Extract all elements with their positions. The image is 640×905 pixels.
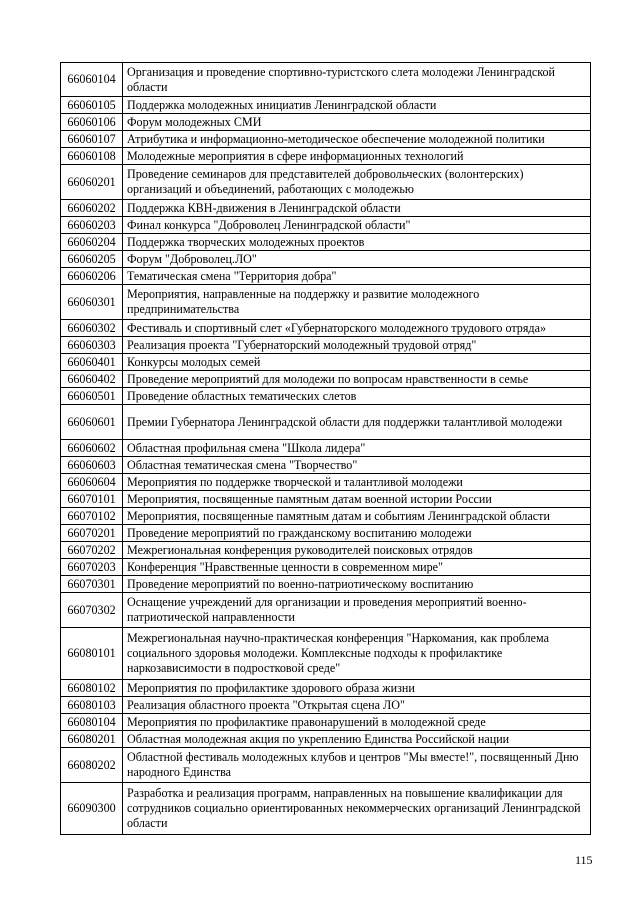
table-row xyxy=(61,165,591,200)
table-body xyxy=(61,63,591,835)
row-code: 66070301 xyxy=(61,576,123,593)
budget-code-table xyxy=(60,62,591,835)
table-row xyxy=(61,440,591,457)
table-row xyxy=(61,714,591,731)
row-code: 66080202 xyxy=(61,748,123,783)
row-code: 66060401 xyxy=(61,354,123,371)
table-row xyxy=(61,525,591,542)
row-description: Оснащение учреждений для организации и проведения мероприятий военно-патриотической направленности xyxy=(123,593,591,628)
row-code: 66060206 xyxy=(61,268,123,285)
table-row xyxy=(61,337,591,354)
row-code: 66060204 xyxy=(61,234,123,251)
row-code: 66070102 xyxy=(61,508,123,525)
row-description: Атрибутика и информационно-методическое обеспечение молодежной политики xyxy=(123,131,591,148)
row-description: Молодежные мероприятия в сфере информационных технологий xyxy=(123,148,591,165)
row-description: Премии Губернатора Ленинградской области для поддержки талантливой молодежи xyxy=(123,405,591,440)
table-row xyxy=(61,491,591,508)
row-code: 66080102 xyxy=(61,680,123,697)
row-description: Организация и проведение спортивно-туристского слета молодежи Ленинградской области xyxy=(123,63,591,97)
row-code: 66060201 xyxy=(61,165,123,200)
row-code: 66070201 xyxy=(61,525,123,542)
row-code: 66060604 xyxy=(61,474,123,491)
table-row xyxy=(61,217,591,234)
table-row xyxy=(61,234,591,251)
row-description: Проведение мероприятий для молодежи по вопросам нравственности в семье xyxy=(123,371,591,388)
row-description: Мероприятия по поддержке творческой и талантливой молодежи xyxy=(123,474,591,491)
table-row xyxy=(61,320,591,337)
row-description: Мероприятия, направленные на поддержку и развитие молодежного предпринимательства xyxy=(123,285,591,320)
row-code: 66060303 xyxy=(61,337,123,354)
table-row xyxy=(61,251,591,268)
row-description: Тематическая смена "Территория добра" xyxy=(123,268,591,285)
row-code: 66060402 xyxy=(61,371,123,388)
row-code: 66080101 xyxy=(61,628,123,680)
table-row xyxy=(61,542,591,559)
table-row xyxy=(61,474,591,491)
row-description: Форум молодежных СМИ xyxy=(123,114,591,131)
row-description: Реализация областного проекта "Открытая сцена ЛО" xyxy=(123,697,591,714)
table-row xyxy=(61,354,591,371)
row-description: Фестиваль и спортивный слет «Губернаторского молодежного трудового отряда» xyxy=(123,320,591,337)
row-description: Областная молодежная акция по укреплению Единства Российской нации xyxy=(123,731,591,748)
table-row xyxy=(61,405,591,440)
row-code: 66060106 xyxy=(61,114,123,131)
row-code: 66060302 xyxy=(61,320,123,337)
table-row xyxy=(61,783,591,835)
row-code: 66060108 xyxy=(61,148,123,165)
table-row xyxy=(61,576,591,593)
row-code: 66060301 xyxy=(61,285,123,320)
table-row xyxy=(61,457,591,474)
table-row xyxy=(61,697,591,714)
table-row xyxy=(61,200,591,217)
row-code: 66060602 xyxy=(61,440,123,457)
row-code: 66060601 xyxy=(61,405,123,440)
row-code: 66060501 xyxy=(61,388,123,405)
row-code: 66060104 xyxy=(61,63,123,97)
row-description: Межрегиональная конференция руководителей поисковых отрядов xyxy=(123,542,591,559)
table-row xyxy=(61,285,591,320)
row-code: 66060603 xyxy=(61,457,123,474)
row-code: 66080201 xyxy=(61,731,123,748)
table-row xyxy=(61,559,591,576)
row-description: Конференция "Нравственные ценности в современном мире" xyxy=(123,559,591,576)
row-description: Областной фестиваль молодежных клубов и центров "Мы вместе!", посвященный Дню народного Единства xyxy=(123,748,591,783)
row-code: 66060205 xyxy=(61,251,123,268)
row-code: 66070202 xyxy=(61,542,123,559)
table-row xyxy=(61,628,591,680)
row-code: 66090300 xyxy=(61,783,123,835)
row-code: 66080103 xyxy=(61,697,123,714)
page-number: 115 xyxy=(575,853,593,867)
table-row xyxy=(61,63,591,97)
row-description: Поддержка творческих молодежных проектов xyxy=(123,234,591,251)
row-code: 66060202 xyxy=(61,200,123,217)
row-description: Разработка и реализация программ, направленных на повышение квалификации для сотрудников социально ориентированных некоммерческих организаций Ленинградской области xyxy=(123,783,591,835)
row-description: Поддержка КВН-движения в Ленинградской области xyxy=(123,200,591,217)
row-description: Форум "Доброволец.ЛО" xyxy=(123,251,591,268)
row-description: Поддержка молодежных инициатив Ленинградской области xyxy=(123,97,591,114)
row-description: Межрегиональная научно-практическая конференция "Наркомания, как проблема социального здоровья молодежи. Комплексные подходы к профилактике наркозависимости в подростковой среде" xyxy=(123,628,591,680)
row-description: Конкурсы молодых семей xyxy=(123,354,591,371)
table-row xyxy=(61,748,591,783)
row-description: Мероприятия по профилактике правонарушений в молодежной среде xyxy=(123,714,591,731)
table-row xyxy=(61,97,591,114)
row-description: Областная тематическая смена "Творчество" xyxy=(123,457,591,474)
table-row xyxy=(61,731,591,748)
table-row xyxy=(61,114,591,131)
row-description: Проведение семинаров для представителей добровольческих (волонтерских) организаций и объединений, работающих с молодежью xyxy=(123,165,591,200)
row-description: Финал конкурса "Доброволец Ленинградской области" xyxy=(123,217,591,234)
row-description: Областная профильная смена "Школа лидера" xyxy=(123,440,591,457)
row-code: 66060203 xyxy=(61,217,123,234)
row-description: Мероприятия по профилактике здорового образа жизни xyxy=(123,680,591,697)
table-row xyxy=(61,268,591,285)
row-description: Реализация проекта "Губернаторский молодежный трудовой отряд" xyxy=(123,337,591,354)
row-code: 66070302 xyxy=(61,593,123,628)
row-code: 66060107 xyxy=(61,131,123,148)
row-description: Проведение мероприятий по военно-патриотическому воспитанию xyxy=(123,576,591,593)
table-row xyxy=(61,680,591,697)
table-row xyxy=(61,388,591,405)
row-code: 66070203 xyxy=(61,559,123,576)
row-description: Проведение мероприятий по гражданскому воспитанию молодежи xyxy=(123,525,591,542)
table-row xyxy=(61,508,591,525)
row-code: 66080104 xyxy=(61,714,123,731)
row-description: Мероприятия, посвященные памятным датам военной истории России xyxy=(123,491,591,508)
row-code: 66060105 xyxy=(61,97,123,114)
row-description: Проведение областных тематических слетов xyxy=(123,388,591,405)
table-row xyxy=(61,371,591,388)
table-row xyxy=(61,593,591,628)
table-row xyxy=(61,131,591,148)
row-description: Мероприятия, посвященные памятным датам и событиям Ленинградской области xyxy=(123,508,591,525)
table-row xyxy=(61,148,591,165)
row-code: 66070101 xyxy=(61,491,123,508)
